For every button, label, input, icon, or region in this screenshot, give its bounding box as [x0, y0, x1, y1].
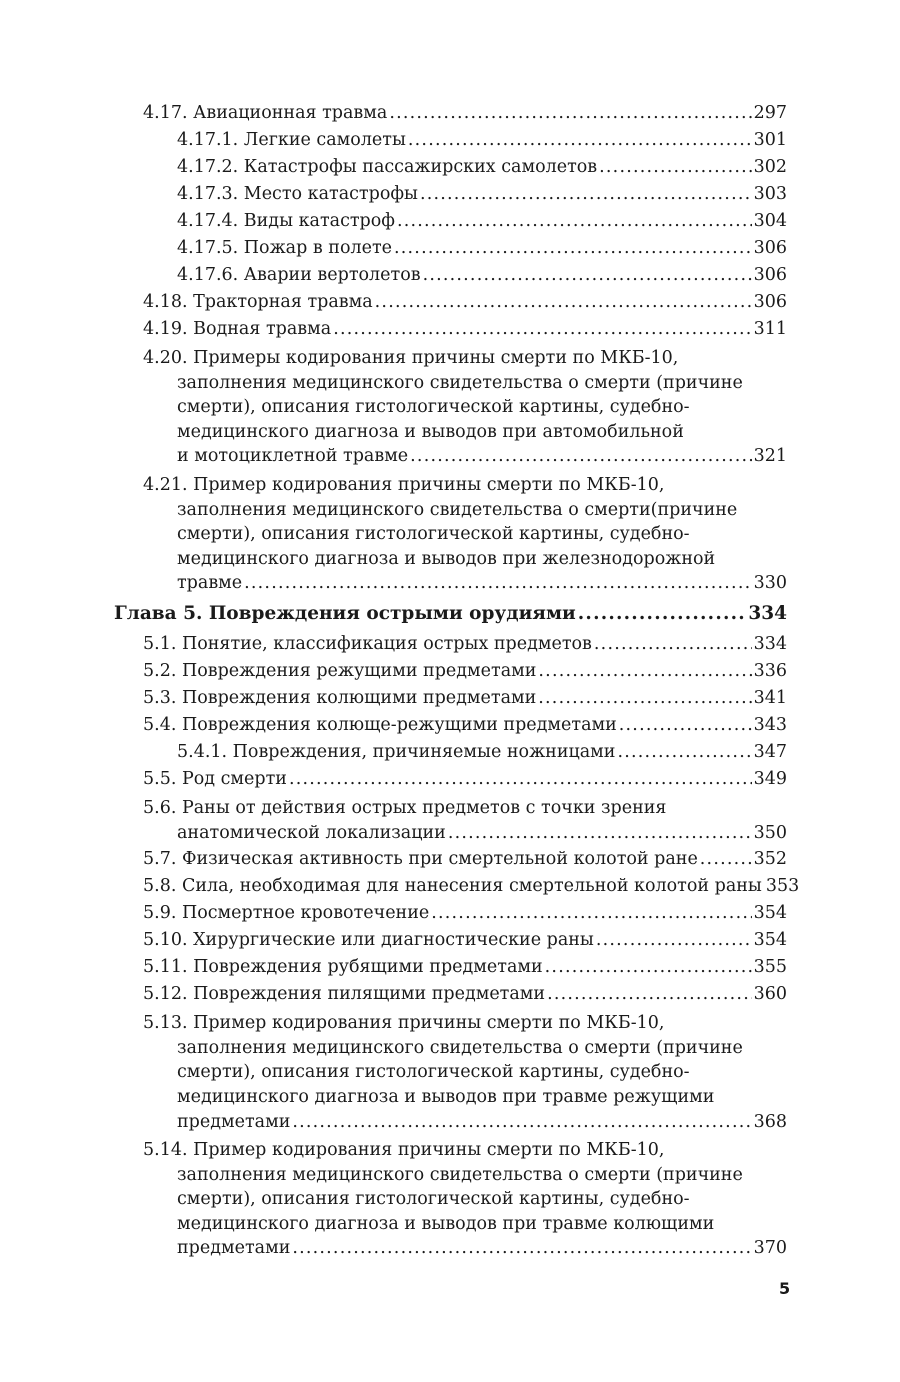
- page-number: 5: [779, 1279, 791, 1298]
- dot-leader: [333, 317, 751, 342]
- toc-page-number: 353: [765, 876, 800, 897]
- toc-entry-title: 5.7. Физическая активность при смертельной колотой ране: [143, 849, 698, 870]
- toc-page-number: 341: [753, 687, 787, 708]
- toc-entry-title: 5.11. Повреждения рубящими предметами: [143, 957, 543, 978]
- toc-entry-title: 5.5. Род смерти: [143, 768, 287, 789]
- dot-leader: [594, 632, 752, 657]
- toc-entry: [143, 1136, 787, 1263]
- toc-entry-line: 4.20. Примеры кодирования причины смерти по МКБ-10,: [143, 348, 679, 368]
- toc-page-number: 368: [753, 1111, 787, 1132]
- toc-page-number: 303: [753, 184, 787, 204]
- dot-leader: [389, 101, 751, 126]
- toc-page-number: 355: [753, 957, 787, 978]
- dot-leader: [408, 128, 752, 153]
- toc-entry-title: 5.2. Повреждения режущими предметами: [143, 660, 537, 681]
- toc-page-number: 301: [753, 130, 787, 150]
- toc-entry-line: медицинского диагноза и выводов при железнодорожной: [177, 548, 716, 569]
- toc-entry: [177, 128, 787, 155]
- toc-page-number: 306: [753, 292, 787, 312]
- toc-entry-title: 4.18. Тракторная травма: [143, 292, 373, 312]
- toc-entry-title: 4.17.2. Катастрофы пассажирских самолетов: [177, 157, 598, 177]
- toc-page-number: 354: [753, 903, 787, 924]
- toc-entry: [143, 713, 787, 740]
- toc-entry: [143, 686, 787, 713]
- toc-entry: [143, 794, 787, 847]
- toc-entry-line: 4.21. Пример кодирования причины смерти по МКБ-10,: [143, 474, 665, 495]
- toc-entry-title: 5.8. Сила, необходимая для нанесения смертельной колотой раны: [143, 876, 762, 897]
- toc-entry-title: 5.3. Повреждения колющими предметами: [143, 687, 537, 708]
- toc-entry-title: 5.4. Повреждения колюще-режущими предметами: [143, 714, 617, 735]
- table-of-contents: [0, 101, 900, 1263]
- toc-entry: [143, 767, 787, 794]
- toc-entry-title: 4.17. Авиационная травма: [143, 103, 388, 123]
- toc-entry-line: заполнения медицинского свидетельства о смерти (причине: [177, 1037, 743, 1058]
- dot-leader: [448, 821, 752, 846]
- dot-leader: [244, 571, 751, 596]
- toc-page-number: 350: [753, 822, 787, 843]
- toc-entry-title: предметами: [177, 1238, 291, 1259]
- toc-entry: [177, 263, 787, 290]
- toc-entry-title: 5.1. Понятие, классификация острых предметов: [143, 633, 592, 654]
- toc-page-number: 347: [753, 741, 787, 762]
- toc-page-number: 306: [753, 238, 787, 258]
- toc-page-number: 360: [753, 984, 787, 1005]
- toc-entry: [143, 471, 787, 598]
- toc-entry-line: смерти), описания гистологической картины, судебно-: [177, 397, 690, 418]
- toc-entry-line: 5.6. Раны от действия острых предметов с точки зрения: [143, 797, 667, 818]
- toc-entry-title: 5.10. Хирургические или диагностические раны: [143, 930, 594, 951]
- toc-entry-line: смерти), описания гистологической картины, судебно-: [177, 1062, 690, 1083]
- toc-page-number: 304: [753, 211, 787, 231]
- dot-leader: [596, 928, 752, 953]
- toc-entry: [143, 317, 787, 344]
- toc-entry-line: смерти), описания гистологической картины, судебно-: [177, 524, 690, 545]
- dot-leader: [397, 209, 752, 234]
- toc-entry: [143, 955, 787, 982]
- toc-entry-title: травме: [177, 573, 243, 594]
- toc-entry: [177, 740, 787, 767]
- toc-entry: [143, 982, 787, 1009]
- dot-leader: [578, 602, 747, 627]
- toc-entry-title: Глава 5. Повреждения острыми орудиями: [114, 602, 576, 624]
- dot-leader: [292, 1236, 751, 1261]
- toc-page-number: 334: [748, 602, 787, 624]
- toc-entry-title: 4.17.1. Легкие самолеты: [177, 130, 406, 150]
- toc-entry: [177, 182, 787, 209]
- toc-entry: [177, 155, 787, 182]
- toc-entry-line: заполнения медицинского свидетельства о смерти (причине: [177, 1164, 743, 1185]
- toc-entry: [143, 290, 787, 317]
- toc-page-number: 297: [753, 103, 787, 123]
- toc-page-number: 352: [753, 849, 787, 870]
- dot-leader: [289, 767, 752, 792]
- toc-entry-title: 5.9. Посмертное кровотечение: [143, 903, 430, 924]
- dot-leader: [375, 290, 752, 315]
- toc-entry: [143, 1009, 787, 1136]
- toc-page-number: 349: [753, 768, 787, 789]
- toc-entry-line: медицинского диагноза и выводов при травме колющими: [177, 1213, 715, 1234]
- toc-entry: [143, 847, 787, 874]
- toc-entry: [143, 659, 787, 686]
- chapter-heading: [114, 602, 787, 629]
- dot-leader: [394, 236, 752, 261]
- toc-entry: [143, 901, 787, 928]
- toc-page-number: 336: [753, 660, 787, 681]
- toc-entry-title: предметами: [177, 1111, 291, 1132]
- toc-entry-title: 5.12. Повреждения пилящими предметами: [143, 984, 546, 1005]
- toc-entry-title: 4.17.5. Пожар в полете: [177, 238, 393, 258]
- dot-leader: [617, 740, 751, 765]
- toc-entry: [143, 344, 787, 471]
- toc-entry-line: заполнения медицинского свидетельства о смерти(причине: [177, 499, 738, 520]
- dot-leader: [619, 713, 752, 738]
- toc-entry: [143, 632, 787, 659]
- toc-entry-title: 4.17.6. Аварии вертолетов: [177, 265, 421, 285]
- dot-leader: [599, 155, 751, 180]
- toc-page-number: 330: [753, 573, 787, 594]
- toc-page-number: 370: [753, 1238, 787, 1259]
- dot-leader: [538, 686, 751, 711]
- dot-leader: [431, 901, 751, 926]
- toc-entry-line: медицинского диагноза и выводов при автомобильной: [177, 421, 684, 442]
- toc-entry-title: 4.17.3. Место катастрофы: [177, 184, 418, 204]
- toc-entry-line: 5.14. Пример кодирования причины смерти по МКБ-10,: [143, 1140, 665, 1161]
- toc-page-number: 354: [753, 930, 787, 951]
- toc-entry: [143, 101, 787, 128]
- dot-leader: [420, 182, 752, 207]
- toc-page-number: 306: [753, 265, 787, 285]
- toc-page-number: 302: [753, 157, 787, 177]
- dot-leader: [547, 982, 752, 1007]
- toc-page-number: 321: [753, 446, 787, 467]
- toc-page-number: 311: [753, 319, 787, 339]
- toc-page-number: 334: [753, 633, 787, 654]
- toc-entry-line: медицинского диагноза и выводов при травме режущими: [177, 1086, 715, 1107]
- toc-entry-title: анатомической локализации: [177, 822, 446, 843]
- toc-entry-title: 4.19. Водная травма: [143, 319, 332, 339]
- dot-leader: [410, 444, 751, 469]
- dot-leader: [292, 1110, 751, 1135]
- toc-entry-line: смерти), описания гистологической картины, судебно-: [177, 1189, 690, 1210]
- dot-leader: [545, 955, 752, 980]
- toc-entry-title: 4.17.4. Виды катастроф: [177, 211, 395, 231]
- dot-leader: [538, 659, 751, 684]
- toc-entry: [143, 874, 800, 901]
- toc-entry-title: и мотоциклетной травме: [177, 446, 409, 467]
- toc-entry: [143, 928, 787, 955]
- dot-leader: [700, 847, 752, 872]
- toc-entry-line: заполнения медицинского свидетельства о смерти (причине: [177, 372, 743, 393]
- toc-entry-line: 5.13. Пример кодирования причины смерти по МКБ-10,: [143, 1013, 665, 1034]
- toc-entry-title: 5.4.1. Повреждения, причиняемые ножницами: [177, 741, 616, 762]
- toc-page-number: 343: [753, 714, 787, 735]
- dot-leader: [423, 263, 752, 288]
- toc-entry: [177, 236, 787, 263]
- toc-entry: [177, 209, 787, 236]
